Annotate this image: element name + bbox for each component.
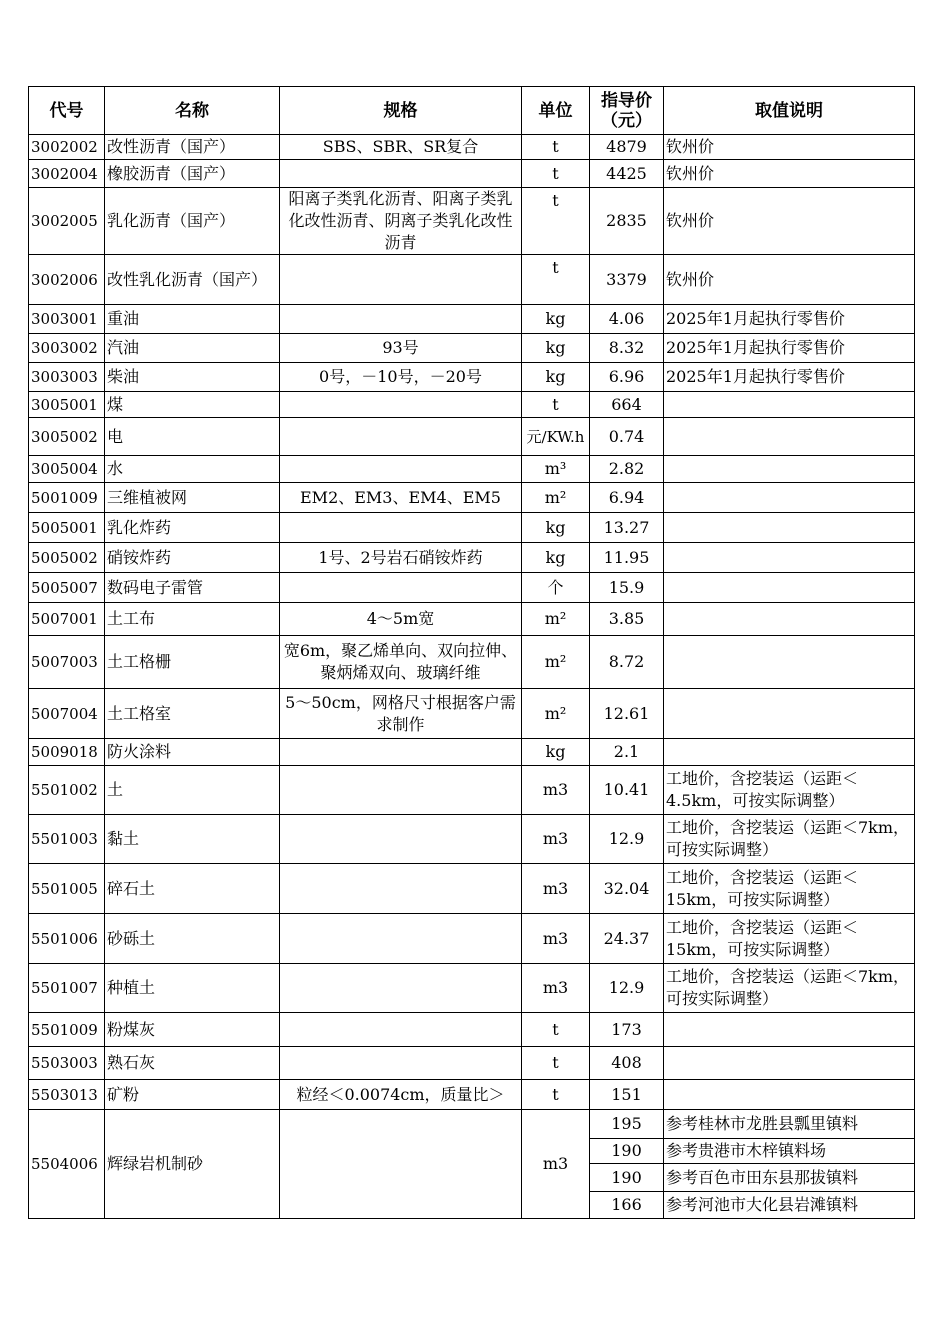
row-unit: t <box>522 1013 590 1047</box>
table-row <box>29 739 915 766</box>
row-spec <box>280 255 522 305</box>
row-price: 4425 <box>590 160 664 188</box>
row-note <box>664 1080 915 1110</box>
row-note <box>664 392 915 418</box>
row-price: 6.96 <box>590 363 664 392</box>
table-row <box>29 864 915 914</box>
row-unit: kg <box>522 513 590 543</box>
row-price: 190 <box>590 1164 664 1192</box>
row-unit: kg <box>522 305 590 334</box>
row-code: 3003001 <box>29 305 105 334</box>
row-spec: 4～5m宽 <box>280 603 522 636</box>
row-note: 钦州价 <box>664 160 915 188</box>
row-spec <box>280 739 522 766</box>
row-note: 2025年1月起执行零售价 <box>664 363 915 392</box>
row-price: 195 <box>590 1110 664 1139</box>
row-price: 151 <box>590 1080 664 1110</box>
row-price: 408 <box>590 1047 664 1080</box>
row-note: 参考百色市田东县那拔镇料 <box>664 1164 915 1192</box>
row-name: 碎石土 <box>105 864 280 914</box>
row-spec <box>280 1047 522 1080</box>
header-row <box>29 87 915 135</box>
table-row <box>29 1110 915 1139</box>
row-note <box>664 636 915 689</box>
row-price: 12.9 <box>590 815 664 864</box>
row-code: 5503013 <box>29 1080 105 1110</box>
row-price: 11.95 <box>590 543 664 573</box>
row-code: 5503003 <box>29 1047 105 1080</box>
row-code: 3002002 <box>29 135 105 160</box>
row-code: 3002006 <box>29 255 105 305</box>
row-code: 5001009 <box>29 483 105 513</box>
row-name: 橡胶沥青（国产） <box>105 160 280 188</box>
row-note: 2025年1月起执行零售价 <box>664 334 915 363</box>
row-note <box>664 418 915 456</box>
row-unit: m3 <box>522 964 590 1013</box>
row-name: 煤 <box>105 392 280 418</box>
row-name: 辉绿岩机制砂 <box>105 1110 280 1219</box>
row-note <box>664 573 915 603</box>
row-unit: kg <box>522 739 590 766</box>
row-name: 土 <box>105 766 280 815</box>
row-name: 砂砾土 <box>105 914 280 964</box>
row-name: 改性沥青（国产） <box>105 135 280 160</box>
row-unit: m² <box>522 689 590 739</box>
row-spec: SBS、SBR、SR复合 <box>280 135 522 160</box>
row-unit: m3 <box>522 864 590 914</box>
row-spec <box>280 864 522 914</box>
table-row <box>29 255 915 305</box>
row-name: 改性乳化沥青（国产） <box>105 255 280 305</box>
table-row <box>29 363 915 392</box>
row-name: 粉煤灰 <box>105 1013 280 1047</box>
row-code: 3005002 <box>29 418 105 456</box>
row-spec <box>280 160 522 188</box>
row-code: 5005001 <box>29 513 105 543</box>
row-price: 13.27 <box>590 513 664 543</box>
header-price: 指导价（元） <box>590 87 664 135</box>
row-code: 5007004 <box>29 689 105 739</box>
row-spec: 粒经＜0.0074cm，质量比＞ <box>280 1080 522 1110</box>
table-row <box>29 483 915 513</box>
row-unit: m² <box>522 636 590 689</box>
row-note: 参考河池市大化县岩滩镇料 <box>664 1192 915 1219</box>
row-name: 防火涂料 <box>105 739 280 766</box>
row-name: 乳化炸药 <box>105 513 280 543</box>
table-row <box>29 914 915 964</box>
row-code: 5005007 <box>29 573 105 603</box>
row-name: 土工格室 <box>105 689 280 739</box>
price-table <box>28 86 915 1219</box>
row-price: 2.1 <box>590 739 664 766</box>
row-code: 5501005 <box>29 864 105 914</box>
table-row <box>29 1080 915 1110</box>
row-unit: 元/KW.h <box>522 418 590 456</box>
table-row <box>29 513 915 543</box>
row-code: 3005004 <box>29 456 105 483</box>
row-code: 5007001 <box>29 603 105 636</box>
row-code: 5501003 <box>29 815 105 864</box>
row-unit: t <box>522 135 590 160</box>
row-spec <box>280 964 522 1013</box>
row-code: 3003002 <box>29 334 105 363</box>
row-code: 3005001 <box>29 392 105 418</box>
row-spec <box>280 766 522 815</box>
row-name: 种植土 <box>105 964 280 1013</box>
row-unit: m³ <box>522 456 590 483</box>
table-row <box>29 135 915 160</box>
row-code: 5009018 <box>29 739 105 766</box>
row-spec: 0号，－10号，－20号 <box>280 363 522 392</box>
row-spec <box>280 305 522 334</box>
row-price: 10.41 <box>590 766 664 815</box>
row-code: 5501007 <box>29 964 105 1013</box>
table-row <box>29 815 915 864</box>
row-unit: t <box>522 188 590 255</box>
row-name: 水 <box>105 456 280 483</box>
row-note: 工地价，含挖装运（运距＜15km，可按实际调整） <box>664 914 915 964</box>
table-row <box>29 636 915 689</box>
table-row <box>29 1013 915 1047</box>
row-price: 664 <box>590 392 664 418</box>
table-row <box>29 689 915 739</box>
row-unit: kg <box>522 334 590 363</box>
row-price: 2835 <box>590 188 664 255</box>
row-name: 硝铵炸药 <box>105 543 280 573</box>
row-code: 3002004 <box>29 160 105 188</box>
row-note <box>664 739 915 766</box>
row-note <box>664 689 915 739</box>
row-note: 参考桂林市龙胜县瓢里镇料 <box>664 1110 915 1139</box>
row-price: 12.9 <box>590 964 664 1013</box>
row-unit: kg <box>522 543 590 573</box>
row-name: 土工布 <box>105 603 280 636</box>
row-note: 工地价，含挖装运（运距＜15km，可按实际调整） <box>664 864 915 914</box>
table-row <box>29 573 915 603</box>
row-unit: m3 <box>522 1110 590 1219</box>
header-note: 取值说明 <box>664 87 915 135</box>
row-price: 190 <box>590 1139 664 1164</box>
row-spec: 5～50cm，网格尺寸根据客户需求制作 <box>280 689 522 739</box>
row-code: 5005002 <box>29 543 105 573</box>
row-unit: t <box>522 392 590 418</box>
row-price: 8.32 <box>590 334 664 363</box>
row-price: 2.82 <box>590 456 664 483</box>
row-name: 数码电子雷管 <box>105 573 280 603</box>
row-note <box>664 1013 915 1047</box>
row-code: 5007003 <box>29 636 105 689</box>
row-note <box>664 513 915 543</box>
row-code: 5501002 <box>29 766 105 815</box>
row-spec: 1号、2号岩石硝铵炸药 <box>280 543 522 573</box>
row-note: 2025年1月起执行零售价 <box>664 305 915 334</box>
row-note: 钦州价 <box>664 188 915 255</box>
row-name: 黏土 <box>105 815 280 864</box>
row-unit: kg <box>522 363 590 392</box>
table-row <box>29 334 915 363</box>
row-price: 0.74 <box>590 418 664 456</box>
row-unit: m3 <box>522 914 590 964</box>
row-spec <box>280 392 522 418</box>
row-note: 工地价，含挖装运（运距＜4.5km，可按实际调整） <box>664 766 915 815</box>
row-spec: EM2、EM3、EM4、EM5 <box>280 483 522 513</box>
row-name: 重油 <box>105 305 280 334</box>
row-code: 3003003 <box>29 363 105 392</box>
row-name: 土工格栅 <box>105 636 280 689</box>
table-row <box>29 418 915 456</box>
row-name: 电 <box>105 418 280 456</box>
row-spec: 宽6m，聚乙烯单向、双向拉伸、聚炳烯双向、玻璃纤维 <box>280 636 522 689</box>
row-spec <box>280 418 522 456</box>
row-code: 5504006 <box>29 1110 105 1219</box>
table-row <box>29 188 915 255</box>
header-spec: 规格 <box>280 87 522 135</box>
row-note <box>664 456 915 483</box>
row-note: 钦州价 <box>664 255 915 305</box>
row-code: 3002005 <box>29 188 105 255</box>
row-unit: m3 <box>522 815 590 864</box>
row-note: 工地价，含挖装运（运距＜7km，可按实际调整） <box>664 815 915 864</box>
row-name: 三维植被网 <box>105 483 280 513</box>
row-note <box>664 1047 915 1080</box>
row-price: 4879 <box>590 135 664 160</box>
header-unit: 单位 <box>522 87 590 135</box>
row-code: 5501006 <box>29 914 105 964</box>
row-name: 柴油 <box>105 363 280 392</box>
row-price: 3379 <box>590 255 664 305</box>
row-code: 5501009 <box>29 1013 105 1047</box>
row-name: 熟石灰 <box>105 1047 280 1080</box>
row-price: 24.37 <box>590 914 664 964</box>
row-price: 12.61 <box>590 689 664 739</box>
row-spec <box>280 456 522 483</box>
row-unit: t <box>522 1047 590 1080</box>
row-note <box>664 543 915 573</box>
row-name: 矿粉 <box>105 1080 280 1110</box>
row-price: 4.06 <box>590 305 664 334</box>
row-price: 166 <box>590 1192 664 1219</box>
row-unit: t <box>522 255 590 305</box>
row-spec <box>280 573 522 603</box>
row-price: 15.9 <box>590 573 664 603</box>
row-price: 32.04 <box>590 864 664 914</box>
row-spec <box>280 1110 522 1219</box>
table-row <box>29 603 915 636</box>
row-note: 钦州价 <box>664 135 915 160</box>
row-unit: 个 <box>522 573 590 603</box>
row-price: 8.72 <box>590 636 664 689</box>
row-spec <box>280 1013 522 1047</box>
row-price: 173 <box>590 1013 664 1047</box>
row-note <box>664 483 915 513</box>
row-spec <box>280 914 522 964</box>
header-name: 名称 <box>105 87 280 135</box>
row-spec <box>280 815 522 864</box>
row-unit: m² <box>522 483 590 513</box>
row-name: 乳化沥青（国产） <box>105 188 280 255</box>
row-note: 参考贵港市木梓镇料场 <box>664 1139 915 1164</box>
table-row <box>29 456 915 483</box>
row-spec <box>280 513 522 543</box>
row-unit: t <box>522 160 590 188</box>
row-unit: m3 <box>522 766 590 815</box>
row-price: 6.94 <box>590 483 664 513</box>
row-note: 工地价，含挖装运（运距＜7km，可按实际调整） <box>664 964 915 1013</box>
row-price: 3.85 <box>590 603 664 636</box>
table-row <box>29 766 915 815</box>
table-row <box>29 964 915 1013</box>
row-spec: 阳离子类乳化沥青、阳离子类乳化改性沥青、阴离子类乳化改性沥青 <box>280 188 522 255</box>
table-row <box>29 1047 915 1080</box>
table-row <box>29 392 915 418</box>
row-unit: m² <box>522 603 590 636</box>
row-spec: 93号 <box>280 334 522 363</box>
row-unit: t <box>522 1080 590 1110</box>
header-code: 代号 <box>29 87 105 135</box>
table-row <box>29 305 915 334</box>
row-note <box>664 603 915 636</box>
row-name: 汽油 <box>105 334 280 363</box>
table-row <box>29 543 915 573</box>
table-row <box>29 160 915 188</box>
